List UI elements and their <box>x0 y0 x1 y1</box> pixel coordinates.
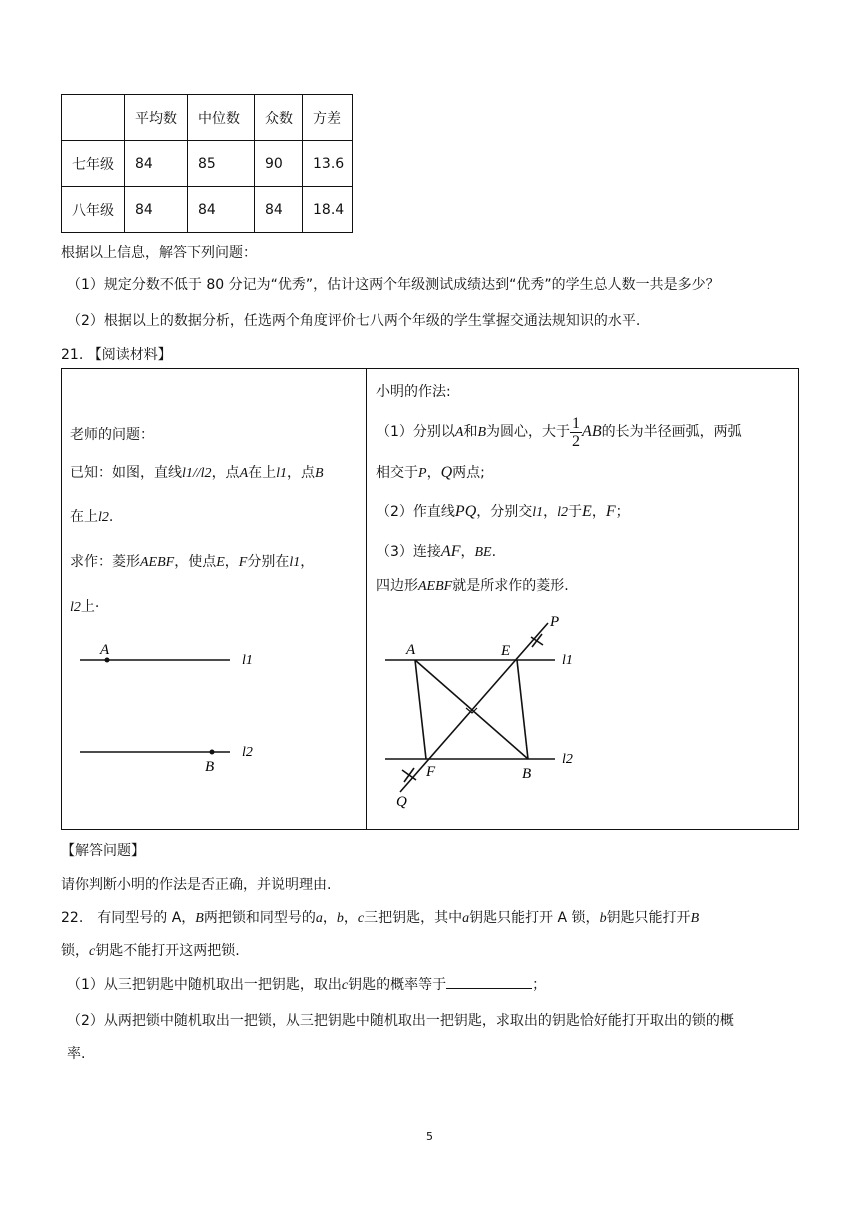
label-E: E <box>501 643 511 659</box>
q22-line1: 22. 有同型号的 A，B两把锁和同型号的a，b，c三把钥匙，其中a钥匙只能打开 A 锁，b钥匙只能打开B <box>61 910 700 926</box>
q22-line2: 锁，c钥匙不能打开这两把锁. <box>61 943 240 959</box>
table-cell: 13.6 <box>303 141 353 187</box>
method-step2: （2）作直线PQ，分别交l1，l2于E，F； <box>376 503 630 520</box>
table-cell: 84 <box>125 141 188 187</box>
table-cell: 七年级 <box>62 141 125 187</box>
table-cell: 84 <box>255 187 303 233</box>
table-cell: 八年级 <box>62 187 125 233</box>
label-F: F <box>426 764 436 780</box>
label-l1: l1 <box>242 653 253 668</box>
teacher-known-line: 已知：如图，直线l1//l2，点A在上l1，点B <box>70 465 324 481</box>
table-header-cell: 众数 <box>255 95 303 141</box>
label-P: P <box>550 614 560 630</box>
label-A: A <box>100 642 110 658</box>
teacher-construct-line: 求作：菱形AEBF，使点E，F分别在l1， <box>70 554 315 570</box>
table-header-cell <box>62 95 125 141</box>
teacher-known-line-2: 在上l2. <box>70 509 114 525</box>
table-header-row <box>62 95 353 141</box>
table-header-cell: 平均数 <box>125 95 188 141</box>
q20-intro: 根据以上信息，解答下列问题： <box>61 245 257 261</box>
table-cell: 84 <box>125 187 188 233</box>
label-l1: l1 <box>562 653 573 668</box>
method-conclusion: 四边形AEBF就是所求作的菱形. <box>376 578 569 594</box>
answer-blank[interactable] <box>446 974 532 989</box>
table-cell: 90 <box>255 141 303 187</box>
table-cell: 84 <box>188 187 255 233</box>
teacher-construct-line-2: l2上· <box>70 599 100 615</box>
q21-header: 21. 【阅读材料】 <box>61 347 172 363</box>
q21-frame-divider <box>366 368 367 830</box>
q22-part2: （2）从两把锁中随机取出一把锁，从三把钥匙中随机取出一把钥匙，求取出的钥匙恰好能打开取出的锁的概 <box>67 1013 734 1029</box>
q20-part2: （2）根据以上的数据分析，任选两个角度评价七八两个年级的学生掌握交通法规知识的水平. <box>67 313 641 329</box>
fraction-one-half: $\frac{1}{2}$ <box>572 414 581 450</box>
q22-part1: （1）从三把钥匙中随机取出一把钥匙，取出c钥匙的概率等于 ； <box>67 974 546 994</box>
construction-figure <box>380 610 600 815</box>
q20-part1: （1）规定分数不低于 80 分记为“优秀”，估计这两个年级测试成绩达到“优秀”的学生总人数一共是多少？ <box>67 277 720 293</box>
table-header-cell: 方差 <box>303 95 353 141</box>
method-step1: （1）分别以A和B为圆心，大于 $\frac{1}{2}$ AB的长为半径画弧，两弧 <box>376 414 742 450</box>
side-AF <box>415 660 426 759</box>
method-step1-cont: 相交于P，Q两点; <box>376 464 485 481</box>
side-EB <box>517 660 528 759</box>
teacher-question-title: 老师的问题： <box>70 427 154 443</box>
method-step3: （3）连接AF，BE. <box>376 543 497 560</box>
page-number: 5 <box>426 1130 433 1143</box>
label-Q: Q <box>396 794 407 810</box>
label-l2: l2 <box>562 752 573 767</box>
label-B: B <box>205 759 215 775</box>
table-cell: 18.4 <box>303 187 353 233</box>
table-row <box>62 187 353 233</box>
answer-text: 请你判断小明的作法是否正确，并说明理由. <box>61 877 332 893</box>
label-l2: l2 <box>242 745 253 760</box>
label-B: B <box>522 766 532 782</box>
table-cell: 85 <box>188 141 255 187</box>
table-header-cell: 中位数 <box>188 95 255 141</box>
table-row <box>62 141 353 187</box>
point-B <box>210 750 215 755</box>
q22-part2-end: 率. <box>67 1046 86 1062</box>
point-A <box>105 658 110 663</box>
label-A: A <box>406 642 416 658</box>
xiaoming-method-title: 小明的作法: <box>376 384 451 400</box>
score-table <box>61 94 353 233</box>
answer-header: 【解答问题】 <box>61 843 145 859</box>
teacher-figure <box>70 640 290 780</box>
